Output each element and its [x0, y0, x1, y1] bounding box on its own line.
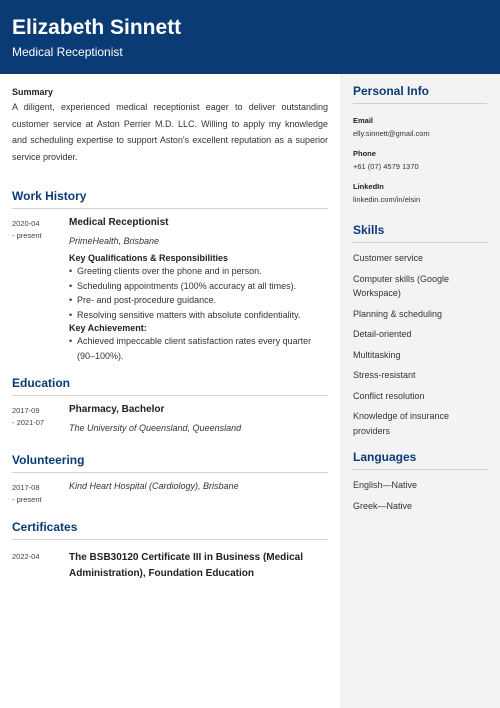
summary-label: Summary	[12, 87, 54, 97]
certificate-entry	[12, 550, 328, 582]
education-degree: Pharmacy, Bachelor	[69, 404, 165, 415]
email-value: elly.sinnett@gmail.com	[353, 129, 430, 138]
list-item: • Scheduling appointments (100% accuracy at all times).	[69, 279, 328, 294]
education-date-start: 2017-09	[12, 406, 40, 415]
certificates-title: Certificates	[12, 520, 328, 540]
education-title: Education	[12, 376, 328, 396]
certificate-dates	[12, 550, 69, 582]
education-body	[69, 404, 328, 433]
language-item: Greek—Native	[353, 500, 413, 511]
qualifications-heading: Key Qualifications & Responsibilities	[69, 253, 229, 263]
list-item: • Greeting clients over the phone and in person.	[69, 264, 328, 279]
sidebar	[340, 74, 500, 708]
certificate-name: The BSB30120 Certificate III in Business (Medical Administration), Foundation Education	[69, 552, 303, 579]
list-item: • Resolving sensitive matters with absolute confidentiality.	[69, 308, 328, 323]
skill-item: Stress-resistant	[353, 370, 416, 380]
linkedin-value: linkedin.com/in/elsin	[353, 195, 421, 204]
work-history-title: Work History	[12, 189, 328, 209]
main-column	[0, 74, 340, 708]
skill-item: Detail-oriented	[353, 329, 412, 339]
summary-text: A diligent, experienced medical receptionist eager to deliver outstanding customer service at Aston Perrier M.D. LLC. Willing to apply my knowledge and scheduling expertise to support Aston's excellent reputation as a superior service provider.	[12, 102, 328, 162]
list-item: • Achieved impeccable client satisfaction rates every quarter (90–100%).	[69, 334, 328, 363]
skill-item: Conflict resolution	[353, 390, 425, 401]
work-body	[69, 217, 328, 363]
resume-header	[0, 0, 500, 74]
candidate-title: Medical Receptionist	[12, 45, 123, 59]
volunteering-date-end: - present	[12, 495, 42, 504]
work-role: Medical Receptionist	[69, 217, 169, 228]
achievement-heading: Key Achievement:	[69, 323, 147, 333]
volunteering-body	[69, 481, 328, 506]
phone-value: +61 (07) 4579 1370	[353, 162, 419, 171]
responsibility-list	[69, 264, 328, 322]
skills-title: Skills	[353, 223, 487, 243]
skill-item: Multitasking	[353, 349, 401, 360]
education-date-end: - 2021-07	[12, 418, 45, 427]
volunteering-dates	[12, 481, 69, 506]
skill-item: Planning & scheduling	[353, 308, 443, 319]
volunteering-title: Volunteering	[12, 453, 328, 473]
achievement-list	[69, 334, 328, 363]
work-date-start: 2020-04	[12, 219, 40, 228]
work-org: PrimeHealth, Brisbane	[69, 236, 160, 246]
language-item: English—Native	[353, 480, 418, 490]
phone-label: Phone	[353, 149, 376, 158]
skill-item: Knowledge of insurance providers	[353, 411, 450, 436]
linkedin-label: LinkedIn	[353, 182, 384, 191]
work-date-end: - present	[12, 231, 42, 240]
personal-info-title: Personal Info	[353, 84, 487, 104]
list-item: • Pre- and post-procedure guidance.	[69, 293, 328, 308]
work-entry	[12, 217, 328, 363]
candidate-name: Elizabeth Sinnett	[12, 16, 182, 39]
certificate-date: 2022-04	[12, 552, 40, 561]
work-dates	[12, 217, 69, 363]
languages-title: Languages	[353, 450, 487, 470]
education-school: The University of Queensland, Queensland	[69, 423, 242, 433]
skill-item: Computer skills (Google Workspace)	[353, 273, 450, 298]
email-label: Email	[353, 116, 374, 125]
education-dates	[12, 404, 69, 433]
volunteering-date-start: 2017-08	[12, 483, 40, 492]
skill-item: Customer service	[353, 253, 424, 263]
certificate-body	[69, 550, 328, 582]
education-entry	[12, 404, 328, 433]
volunteering-org: Kind Heart Hospital (Cardiology), Brisbane	[69, 481, 239, 491]
volunteering-entry	[12, 481, 328, 506]
